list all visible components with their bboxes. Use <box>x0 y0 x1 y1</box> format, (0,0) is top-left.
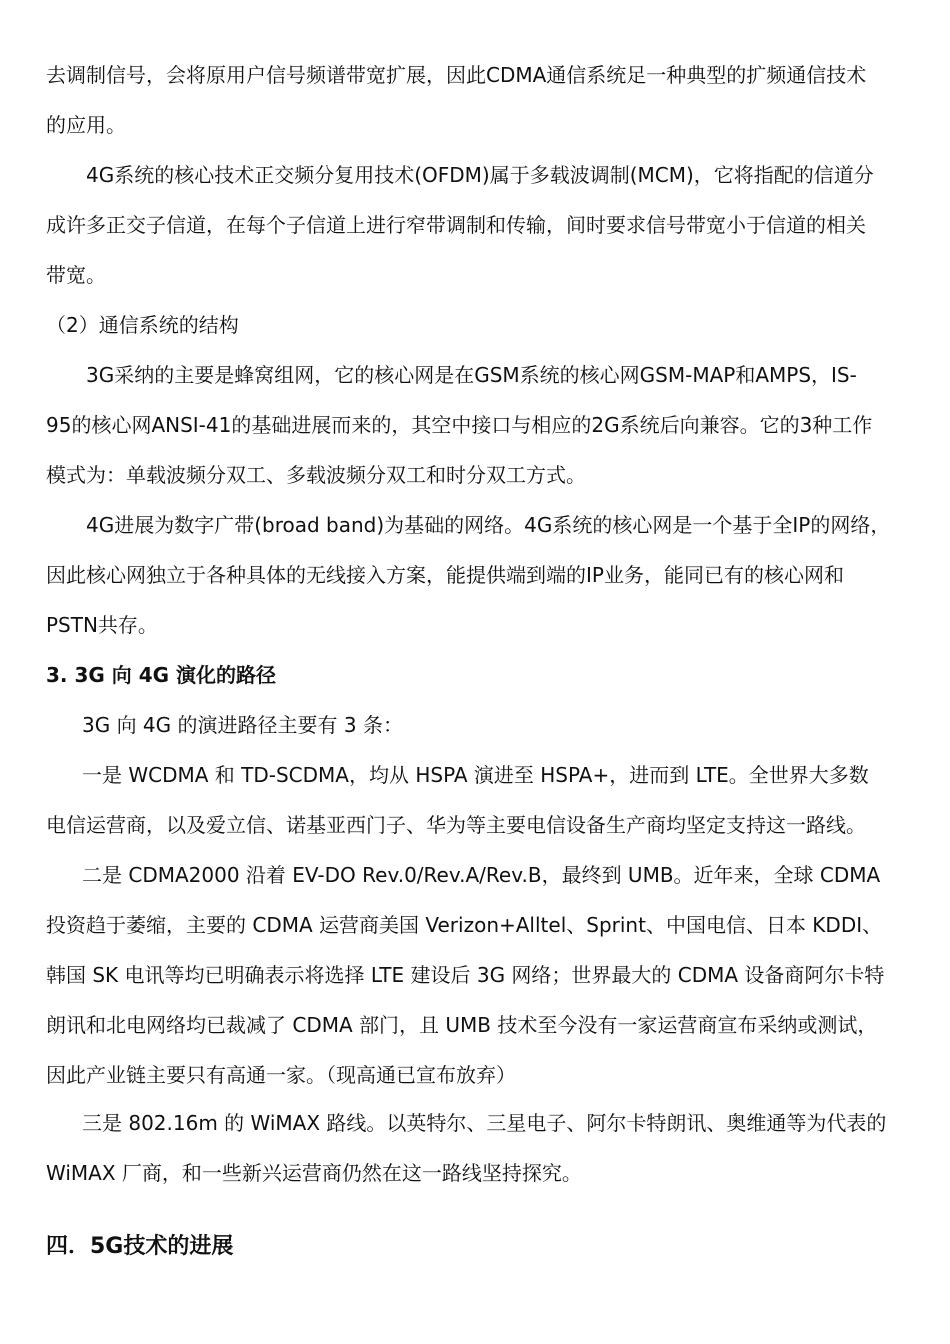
paragraph-cdma-line-1: 去调制信号，会将原用户信号频谱带宽扩展，因此CDMA通信系统足一种典型的扩频通信技术 <box>46 63 867 87</box>
paragraph-path-two-line-4: 朗讯和北电网络均已裁减了 CDMA 部门，且 UMB 技术至今没有一家运营商宣布采纳或测试， <box>46 1013 878 1037</box>
paragraph-path-one-line-1: 一是 WCDMA 和 TD-SCDMA，均从 HSPA 演进至 HSPA+，进而到 LTE。全世界大多数 <box>82 763 869 787</box>
paragraph-path-two-line-1: 二是 CDMA2000 沿着 EV-DO Rev.0/Rev.A/Rev.B，最终到 UMB。近年来，全球 CDMA <box>82 863 881 887</box>
paragraph-path-three-line-2: WiMAX 厂商，和一些新兴运营商仍然在这一路线坚持探究。 <box>46 1161 582 1185</box>
paragraph-path-three-line-1: 三是 802.16m 的 WiMAX 路线。以英特尔、三星电子、阿尔卡特朗讯、奥维通等为代表的 <box>82 1111 887 1135</box>
paragraph-4g-line-1: 4G进展为数字广带(broad band)为基础的网络。4G系统的核心网是一个基于全IP的网络， <box>86 513 891 537</box>
paragraph-ofdm-line-1: 4G系统的核心技术正交频分复用技术(OFDM)属于多载波调制(MCM)，它将指配的信道分 <box>86 163 874 187</box>
section-heading-5g: 四．5G技术的进展 <box>46 1234 234 1259</box>
paragraph-path-two-line-2: 投资趋于萎缩，主要的 CDMA 运营商美国 Verizon+Alltel、Sprint、中国电信、日本 KDDI、 <box>46 913 883 937</box>
paragraph-cdma-line-2: 的应用。 <box>46 113 126 137</box>
paragraph-3g-line-3: 模式为：单载波频分双工、多载波频分双工和时分双工方式。 <box>46 463 586 487</box>
paragraph-path-one-line-2: 电信运营商，以及爱立信、诺基亚西门子、华为等主要电信设备生产商均坚定支持这一路线。 <box>46 813 866 837</box>
section-heading-evolution: 3. 3G 向 4G 演化的路径 <box>46 663 277 687</box>
paragraph-ofdm-line-2: 成许多正交子信道，在每个子信道上进行窄带调制和传输，间时要求信号带宽小于信道的相关 <box>46 213 866 237</box>
paragraph-3g-line-1: 3G采纳的主要是蜂窝组网，它的核心网是在GSM系统的核心网GSM-MAP和AMPS，IS- <box>86 363 857 387</box>
paragraph-ofdm-line-3: 带宽。 <box>46 263 106 287</box>
paragraph-paths-intro: 3G 向 4G 的演进路径主要有 3 条： <box>82 713 403 737</box>
paragraph-4g-line-3: PSTN共存。 <box>46 613 158 637</box>
subsection-heading-structure: （2）通信系统的结构 <box>46 313 239 337</box>
paragraph-3g-line-2: 95的核心网ANSI-41的基础进展而来的，其空中接口与相应的2G系统后向兼容。它的3种工作 <box>46 413 873 437</box>
paragraph-path-two-line-3: 韩国 SK 电讯等均已明确表示将选择 LTE 建设后 3G 网络；世界最大的 CDMA 设备商阿尔卡特 <box>46 963 885 987</box>
paragraph-4g-line-2: 因此核心网独立于各种具体的无线接入方案，能提供端到端的IP业务，能同已有的核心网和 <box>46 563 844 587</box>
paragraph-path-two-line-5: 因此产业链主要只有高通一家。（现高通已宣布放弃） <box>46 1063 516 1087</box>
